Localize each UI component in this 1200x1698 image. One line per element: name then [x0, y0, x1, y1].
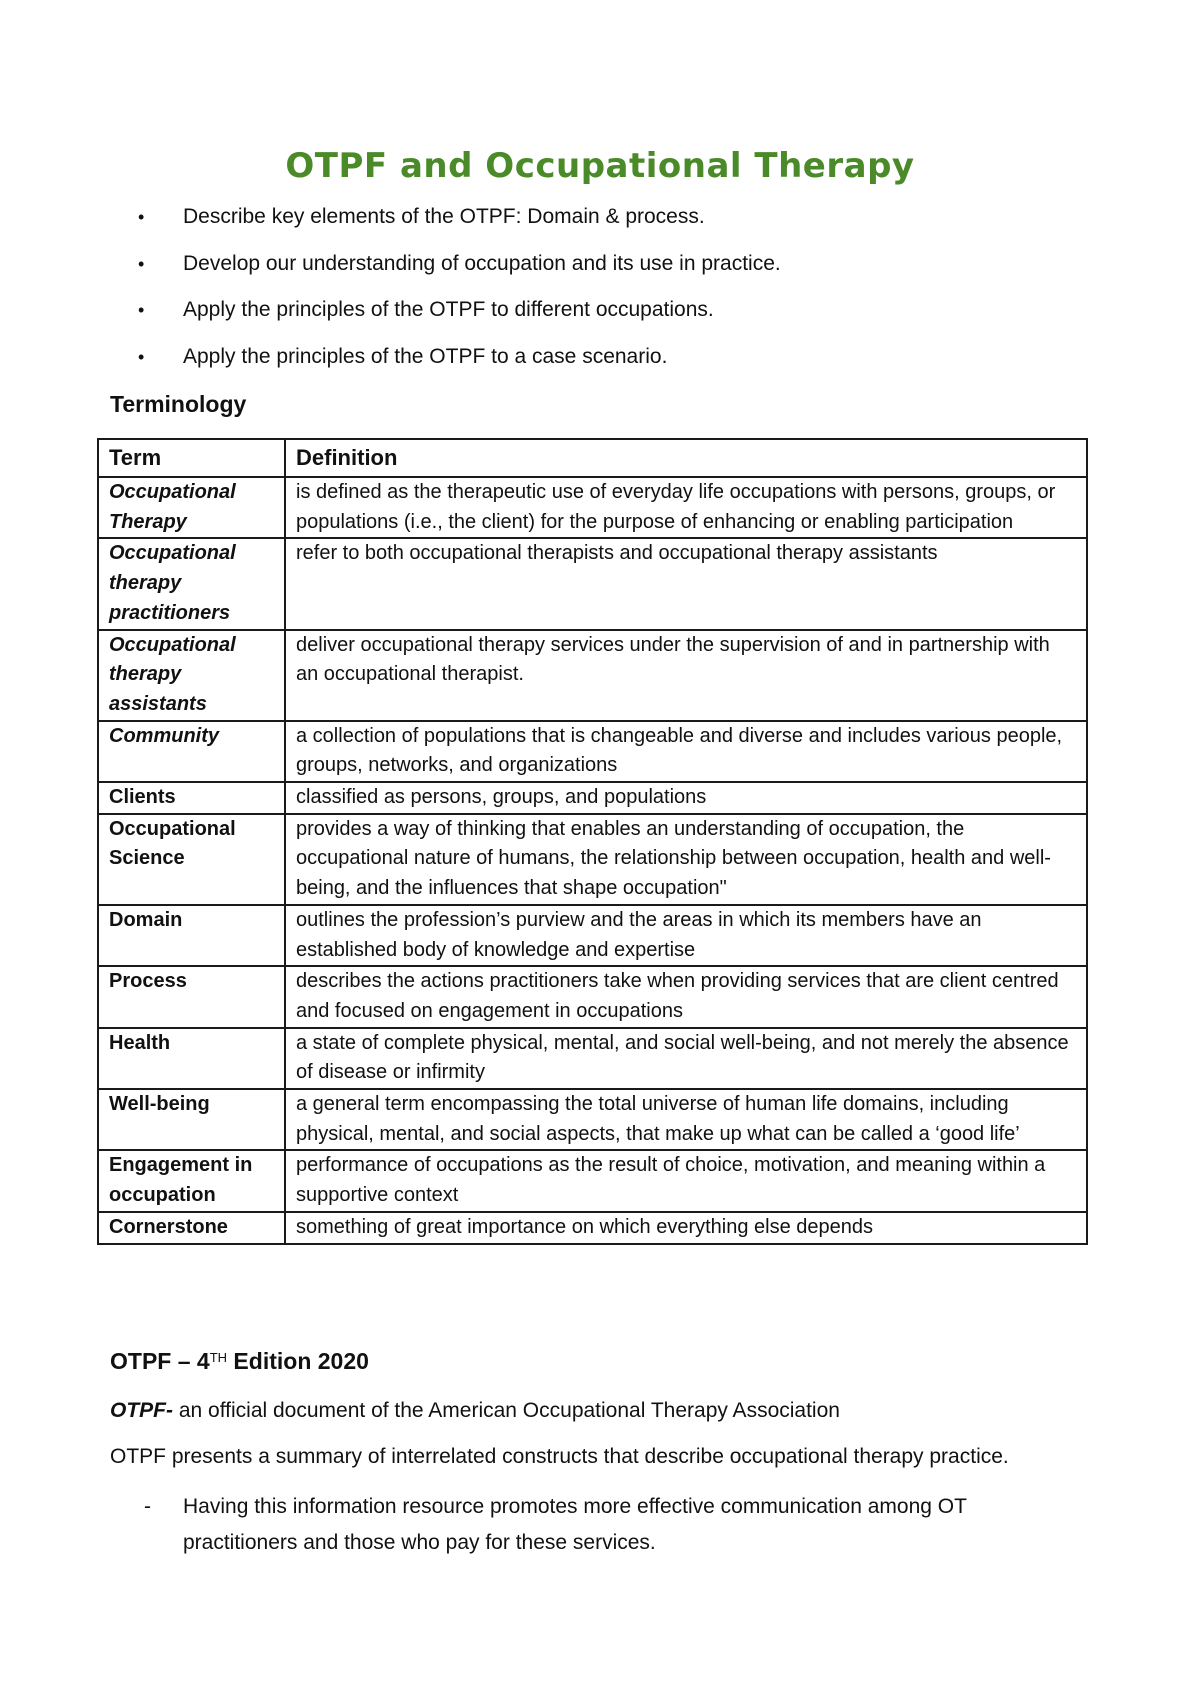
terminology-table [97, 438, 1088, 1245]
definition-cell: deliver occupational therapy services under the supervision of and in partnership with an occupational therapist. [285, 630, 1087, 721]
table-row [98, 782, 1087, 814]
bullet-icon: • [138, 207, 145, 227]
table-row [98, 1212, 1087, 1244]
term-cell: Occupational therapy practitioners [98, 538, 285, 629]
definition-cell: performance of occupations as the result of choice, motivation, and meaning within a supportive context [285, 1150, 1087, 1211]
table-row [98, 630, 1087, 721]
definition-cell: something of great importance on which everything else depends [285, 1212, 1087, 1244]
bullet-icon: • [138, 300, 145, 320]
definition-cell: a collection of populations that is changeable and diverse and includes various people, groups, networks, and organizations [285, 721, 1087, 782]
header-term: Term [98, 439, 285, 477]
term-cell: Occupational Therapy [98, 477, 285, 538]
bullet-icon: • [138, 253, 145, 274]
otpf-edition-heading [110, 1346, 369, 1376]
term-cell: Domain [98, 905, 285, 966]
otpf-summary-paragraph: OTPF presents a summary of interrelated constructs that describe occupational therapy practice. [110, 1445, 1009, 1468]
table-row [98, 721, 1087, 782]
objective-text: Apply the principles of the OTPF to a case scenario. [183, 344, 668, 368]
terminology-heading: Terminology [110, 391, 247, 417]
term-cell: Well-being [98, 1089, 285, 1150]
definition-cell: outlines the profession’s purview and the areas in which its members have an established body of knowledge and expertise [285, 905, 1087, 966]
table-row [98, 477, 1087, 538]
table-row [98, 905, 1087, 966]
otpf-lead-term: OTPF- [110, 1399, 173, 1422]
definition-cell: a general term encompassing the total universe of human life domains, including physical, mental, and social aspects, that make up what can be called a ‘good life’ [285, 1089, 1087, 1150]
page-title: OTPF and Occupational Therapy [285, 146, 915, 186]
bullet-icon: • [138, 346, 145, 367]
term-cell: Health [98, 1028, 285, 1089]
header-definition: Definition [285, 439, 1087, 477]
term-cell: Community [98, 721, 285, 782]
definition-cell: is defined as the therapeutic use of everyday life occupations with persons, groups, or populations (i.e., the client) for the purpose of enhancing or enabling participation [285, 477, 1087, 538]
definition-cell: provides a way of thinking that enables an understanding of occupation, the occupational nature of humans, the relationship between occupation, health and well-being, and the influences that shape occupation" [285, 814, 1087, 905]
definition-cell: a state of complete physical, mental, and social well-being, and not merely the absence of disease or infirmity [285, 1028, 1087, 1089]
term-cell: Clients [98, 782, 285, 814]
dash-item-text: Having this information resource promotes more effective communication among OT practitioners and those who pay for these services. [183, 1495, 967, 1554]
table-row [98, 1089, 1087, 1150]
term-cell: Engagement in occupation [98, 1150, 285, 1211]
table-row [98, 1150, 1087, 1211]
table-header-row [98, 439, 1087, 477]
term-cell: Process [98, 966, 285, 1027]
table-row [98, 814, 1087, 905]
term-cell: Occupational Science [98, 814, 285, 905]
otpf-definition-paragraph [110, 1397, 840, 1425]
dash-icon: - [144, 1495, 151, 1518]
term-cell: Cornerstone [98, 1212, 285, 1244]
term-cell: Occupational therapy assistants [98, 630, 285, 721]
objective-text: Apply the principles of the OTPF to different occupations. [183, 298, 714, 321]
objective-text: Describe key elements of the OTPF: Domain & process. [183, 205, 705, 228]
objective-text: Develop our understanding of occupation and its use in practice. [183, 251, 781, 275]
otpf-heading-main: OTPF – 4 [110, 1348, 210, 1374]
otpf-definition-text: an official document of the American Occupational Therapy Association [173, 1399, 840, 1422]
table-row [98, 966, 1087, 1027]
definition-cell: refer to both occupational therapists and occupational therapy assistants [285, 538, 1087, 629]
definition-cell: classified as persons, groups, and populations [285, 782, 1087, 814]
definition-cell: describes the actions practitioners take when providing services that are client centred and focused on engagement in occupations [285, 966, 1087, 1027]
otpf-heading-superscript: TH [209, 1350, 228, 1365]
otpf-heading-rest: Edition 2020 [227, 1348, 369, 1374]
table-row [98, 538, 1087, 629]
table-row [98, 1028, 1087, 1089]
